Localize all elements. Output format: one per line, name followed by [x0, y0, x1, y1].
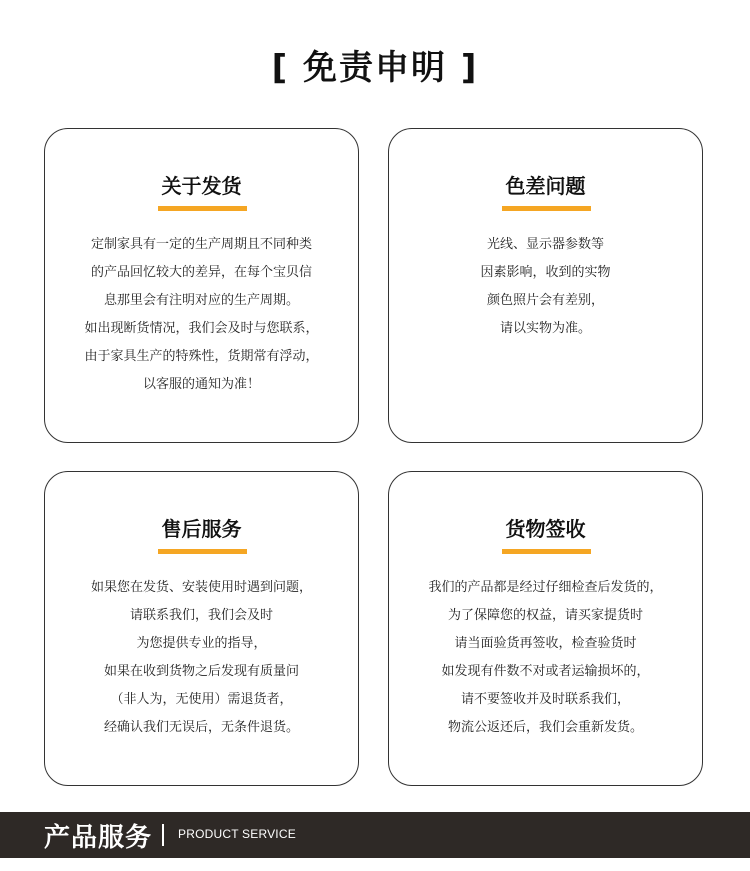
footer-title: 产品服务: [44, 823, 153, 853]
card-text-line: 请不要签收并及时联系我们，: [460, 692, 630, 707]
card-title: 色差问题: [505, 174, 586, 198]
card-text-line: （非人为，无使用）需退货者，: [110, 692, 293, 707]
card-text-line: 如果在收到货物之后发现有质量问: [103, 664, 299, 679]
card-text-line: 定制家具有一定的生产周期且不同种类: [90, 237, 312, 252]
card-text-line: 为了保障您的权益，请买家提货时: [447, 608, 643, 623]
card-shipping: [44, 128, 359, 443]
card-body: [45, 231, 358, 399]
card-body: [45, 574, 358, 742]
card-text-line: 颜色照片会有差别，: [486, 293, 604, 308]
card-body: [389, 574, 702, 742]
card-title: 关于发货: [161, 174, 242, 198]
card-text-line: 请以实物为准。: [499, 321, 591, 336]
card-color-difference: [388, 128, 703, 443]
card-after-sales: [44, 471, 359, 786]
card-text-line: 由于家具生产的特殊性，货期常有浮动，: [84, 349, 319, 364]
title-underline: [502, 549, 591, 554]
card-text-line: 物流公返还后，我们会重新发货。: [447, 720, 643, 735]
card-goods-receipt: [388, 471, 703, 786]
card-text-line: 如果您在发货、安装使用时遇到问题，: [90, 580, 312, 595]
card-text-line: 我们的产品都是经过仔细检查后发货的，: [428, 580, 663, 595]
title-underline: [158, 549, 247, 554]
title-underline: [158, 206, 247, 211]
card-text-line: 经确认我们无误后，无条件退货。: [103, 720, 299, 735]
card-text-line: 息那里会有注明对应的生产周期。: [103, 293, 299, 308]
footer-banner: [0, 812, 750, 858]
card-text-line: 请联系我们，我们会及时: [129, 608, 273, 623]
footer-divider: [162, 824, 164, 846]
card-text-line: 光线、显示器参数等: [486, 237, 604, 252]
footer-subtitle: PRODUCT SERVICE: [178, 827, 296, 841]
card-title: 售后服务: [161, 517, 242, 541]
page-title: [ 免责申明 ]: [271, 48, 479, 88]
card-text-line: 如出现断货情况，我们会及时与您联系，: [84, 321, 319, 336]
card-body: [389, 231, 702, 343]
card-text-line: 因素影响，收到的实物: [480, 265, 611, 280]
card-text-line: 以客服的通知为准！: [142, 377, 260, 392]
card-text-line: 如发现有件数不对或者运输损坏的，: [441, 664, 650, 679]
title-underline: [502, 206, 591, 211]
card-text-line: 为您提供专业的指导，: [136, 636, 267, 651]
card-title: 货物签收: [505, 517, 586, 541]
card-text-line: 的产品回忆较大的差异，在每个宝贝信: [90, 265, 312, 280]
card-text-line: 请当面验货再签收，检查验货时: [454, 636, 637, 651]
